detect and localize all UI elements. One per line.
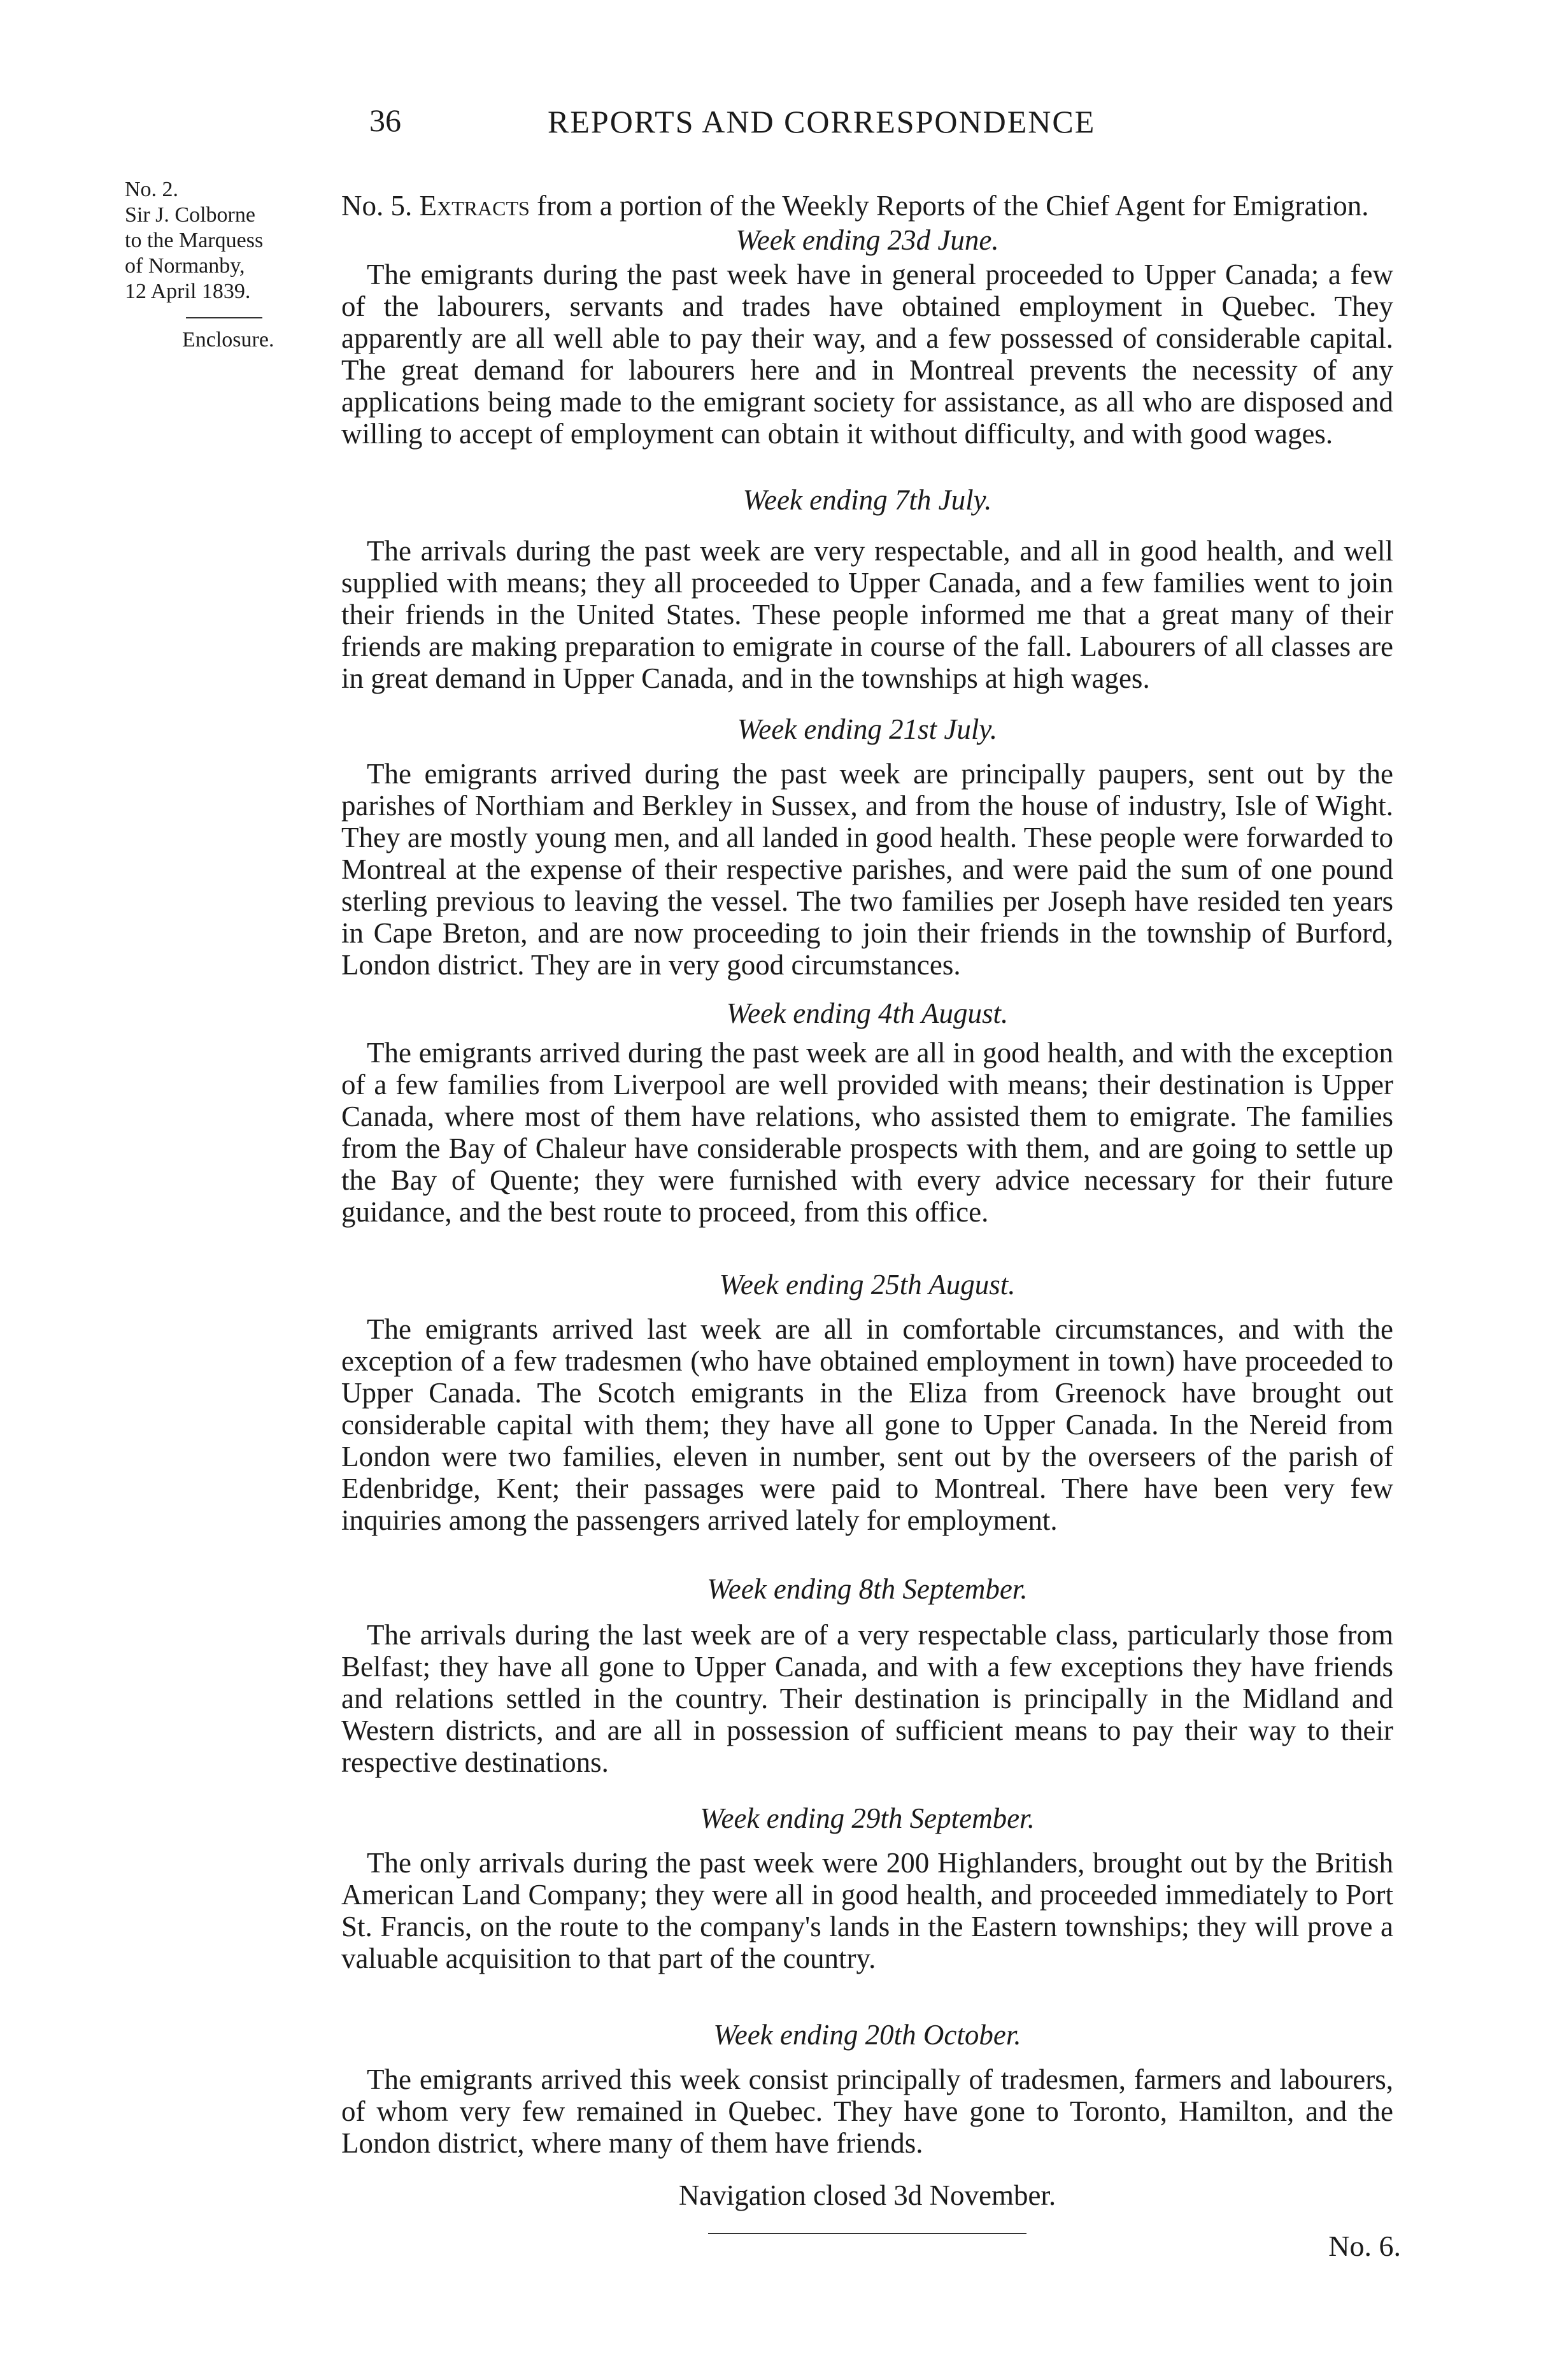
week-paragraph: The arrivals during the last week are of a very respectable class, particularly those from Belfast; they have all gone to Upper Canada, and with a few exceptions they have friends and relations settled in the country. Their destination is principally in the Midland and Western districts, and are all in possession of sufficient means to pay their way to their respective destinations. [341, 1619, 1393, 1778]
week-paragraph: The emigrants arrived during the past week are all in good health, and with the exception of a few families from Liverpool are well provided with means; their destination is Upper Canada, where most of them have relations, who assisted them to emigrate. The families from the Bay of Chaleur have considerable prospects with them, and are going to settle up the Bay of Quente; they were furnished with every advice necessary for their future guidance, and the best route to proceed, from this office. [341, 1037, 1393, 1228]
week-heading: Week ending 29th September. [700, 1802, 1035, 1834]
week-heading: Week ending 20th October. [713, 2019, 1021, 2051]
week-heading: Week ending 23d June. [735, 224, 999, 256]
week-section [341, 1572, 1393, 1778]
margin-note-line: 12 April 1839. [125, 280, 251, 303]
catchword: No. 6. [1328, 2230, 1401, 2262]
week-section [341, 483, 1393, 694]
margin-note-line: No. 2. [125, 178, 179, 201]
week-heading: Week ending 4th August. [726, 997, 1009, 1029]
document-heading [341, 190, 1393, 222]
week-paragraph: The arrivals during the past week are very respectable, and all in good health, and well supplied with means; they all proceeded to Upper Canada, and a few families went to join their friends in the United States. These people informed me that a great many of their friends are making preparation to emigrate in course of the fall. Labourers of all classes are in great demand in Upper Canada, and in the townships at high wages. [341, 535, 1393, 694]
week-paragraph: The emigrants arrived last week are all in comfortable circumstances, and with the exception of a few tradesmen (who have obtained employment in town) have proceeded to Upper Canada. The Scotch emigrants in the Eliza from Greenock have brought out considerable capital with them; they have all gone to Upper Canada. In the Nereid from London were two families, eleven in number, sent out by the overseers of the parish of Edenbridge, Kent; their passages were paid to Montreal. There have been very few inquiries among the passengers arrived lately for employment. [341, 1313, 1393, 1536]
week-section [341, 1267, 1393, 1536]
main-text [341, 190, 1393, 2234]
heading-extracts: Extracts [419, 190, 530, 222]
week-paragraph: The emigrants arrived this week consist principally of tradesmen, farmers and labourers, of whom very few remained in Quebec. They have gone to Toronto, Hamilton, and the London district, where many of them have friends. [341, 2063, 1393, 2159]
margin-note-line: Sir J. Colborne [125, 203, 255, 227]
week-section [341, 996, 1393, 1228]
margin-rule [186, 317, 262, 318]
week-paragraph: The only arrivals during the past week were 200 Highlanders, brought out by the British American Land Company; they were all in good health, and proceeded immediately to Port St. Francis, on the route to the company's lands in the Eastern townships; they will prove a valuable acquisition to that part of the country. [341, 1847, 1393, 1974]
week-section [341, 2018, 1393, 2159]
margin-note-line: to the Marquess [125, 229, 264, 252]
week-heading: Week ending 7th July. [742, 484, 992, 516]
page-number: 36 [369, 103, 401, 138]
navigation-closed: Navigation closed 3d November. [678, 2179, 1056, 2211]
week-heading: Week ending 21st July. [737, 713, 998, 745]
margin-note [125, 177, 329, 353]
heading-rest: from a portion of the Weekly Reports of the Chief Agent for Emigration. [529, 190, 1369, 222]
week-section [341, 223, 1393, 450]
week-heading: Week ending 8th September. [707, 1573, 1028, 1605]
margin-note-line: of Normanby, [125, 254, 245, 278]
closing-rule [708, 2233, 1026, 2234]
week-section [341, 712, 1393, 981]
week-paragraph: The emigrants arrived during the past week are principally paupers, sent out by the parishes of Northiam and Berkley in Sussex, and from the house of industry, Isle of Wight. They are mostly young men, and all landed in good health. These people were forwarded to Montreal at the expense of their respective parishes, and were paid the sum of one pound sterling previous to leaving the vessel. The two families per Joseph have resided ten years in Cape Breton, and are now proceeding to join their friends in the township of Burford, London district. They are in very good circumstances. [341, 758, 1393, 981]
week-paragraph: The emigrants during the past week have in general proceeded to Upper Canada; a few of the labourers, servants and trades have obtained employment in Quebec. They apparently are all well able to pay their way, and a few possessed of considerable capital. The great demand for labourers here and in Montreal prevents the necessity of any applications being made to the emigrant society for assistance, as all who are disposed and willing to accept of employment can obtain it without difficulty, and with good wages. [341, 259, 1393, 450]
week-section [341, 1801, 1393, 1974]
document-number: No. 5. [341, 190, 413, 222]
week-heading: Week ending 25th August. [719, 1269, 1016, 1300]
margin-enclosure: Enclosure. [182, 328, 274, 352]
running-title: REPORTS AND CORRESPONDENCE [548, 104, 1096, 139]
